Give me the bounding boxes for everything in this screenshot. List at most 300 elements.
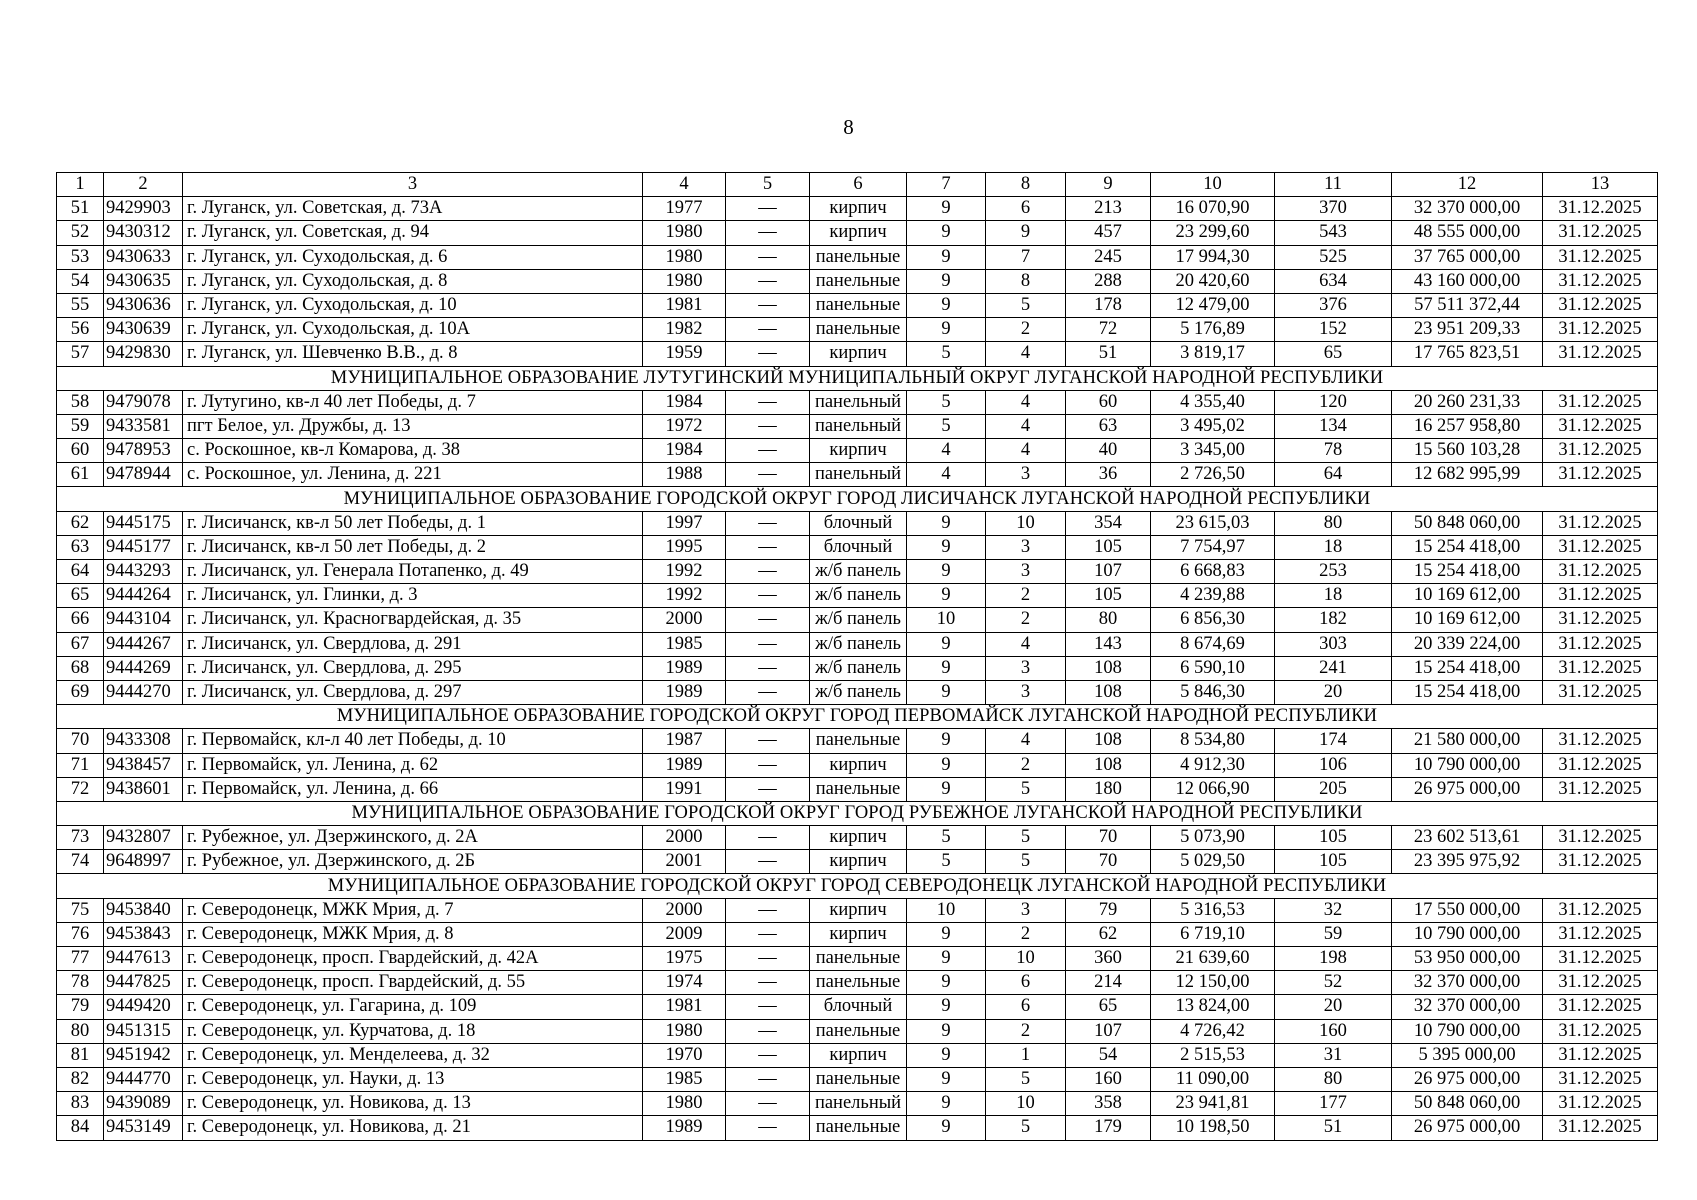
cost-cell: 17 765 823,51 (1392, 342, 1543, 366)
entrances-cell: 2 (986, 318, 1066, 342)
apartments-cell: 354 (1066, 511, 1151, 535)
year-built-cell: 1980 (643, 245, 726, 269)
residents-cell: 51 (1275, 1116, 1392, 1140)
deadline-cell: 31.12.2025 (1543, 293, 1658, 317)
object-code-cell: 9449420 (104, 995, 183, 1019)
entrances-cell: 10 (986, 511, 1066, 535)
year-built-cell: 2000 (643, 608, 726, 632)
residents-cell: 182 (1275, 608, 1392, 632)
cost-cell: 12 682 995,99 (1392, 463, 1543, 487)
address-cell: г. Северодонецк, МЖК Мрия, д. 8 (183, 922, 643, 946)
dash-cell-cell: — (726, 318, 810, 342)
wall-material-cell: ж/б панель (810, 632, 907, 656)
table-row (57, 1019, 1658, 1043)
area-cell: 17 994,30 (1151, 245, 1275, 269)
table-row (57, 342, 1658, 366)
table-row (57, 753, 1658, 777)
entrances-cell: 6 (986, 995, 1066, 1019)
object-code-cell: 9447613 (104, 947, 183, 971)
apartments-cell: 65 (1066, 995, 1151, 1019)
address-cell: г. Лисичанск, ул. Генерала Потапенко, д. 49 (183, 560, 643, 584)
table-row (57, 826, 1658, 850)
cost-cell: 16 257 958,80 (1392, 414, 1543, 438)
wall-material-cell: ж/б панель (810, 560, 907, 584)
table-row (57, 608, 1658, 632)
row-number-cell: 70 (57, 729, 104, 753)
cost-cell: 15 254 418,00 (1392, 535, 1543, 559)
area-cell: 5 176,89 (1151, 318, 1275, 342)
address-cell: г. Луганск, ул. Суходольская, д. 10 (183, 293, 643, 317)
row-number-cell: 79 (57, 995, 104, 1019)
residents-cell: 634 (1275, 269, 1392, 293)
address-cell: г. Лутугино, кв-л 40 лет Победы, д. 7 (183, 390, 643, 414)
row-number-cell: 78 (57, 971, 104, 995)
object-code-cell: 9444264 (104, 584, 183, 608)
entrances-cell: 1 (986, 1043, 1066, 1067)
residents-cell: 370 (1275, 197, 1392, 221)
area-cell: 3 495,02 (1151, 414, 1275, 438)
wall-material-cell: блочный (810, 535, 907, 559)
cost-cell: 20 260 231,33 (1392, 390, 1543, 414)
dash-cell-cell: — (726, 269, 810, 293)
deadline-cell: 31.12.2025 (1543, 922, 1658, 946)
wall-material-cell: панельный (810, 414, 907, 438)
object-code-cell: 9451942 (104, 1043, 183, 1067)
dash-cell-cell: — (726, 1019, 810, 1043)
object-code-cell: 9433581 (104, 414, 183, 438)
residents-cell: 32 (1275, 898, 1392, 922)
deadline-cell: 31.12.2025 (1543, 826, 1658, 850)
page-number: 8 (843, 115, 854, 139)
address-cell: г. Северодонецк, просп. Гвардейский, д. 42А (183, 947, 643, 971)
dash-cell-cell: — (726, 680, 810, 704)
area-cell: 8 674,69 (1151, 632, 1275, 656)
dash-cell-cell: — (726, 463, 810, 487)
section-heading-row (57, 874, 1658, 898)
dash-cell-cell: — (726, 1067, 810, 1091)
year-built-cell: 1982 (643, 318, 726, 342)
year-built-cell: 1980 (643, 1092, 726, 1116)
deadline-cell: 31.12.2025 (1543, 608, 1658, 632)
apartments-cell: 178 (1066, 293, 1151, 317)
column-header-8: 8 (986, 173, 1066, 197)
entrances-cell: 3 (986, 680, 1066, 704)
floors-cell: 9 (907, 729, 986, 753)
address-cell: г. Северодонецк, просп. Гвардейский, д. 55 (183, 971, 643, 995)
dash-cell-cell: — (726, 342, 810, 366)
column-header-3: 3 (183, 173, 643, 197)
residents-cell: 205 (1275, 777, 1392, 801)
area-cell: 3 819,17 (1151, 342, 1275, 366)
area-cell: 10 198,50 (1151, 1116, 1275, 1140)
entrances-cell: 8 (986, 269, 1066, 293)
cost-cell: 20 339 224,00 (1392, 632, 1543, 656)
area-cell: 5 846,30 (1151, 680, 1275, 704)
apartments-cell: 108 (1066, 729, 1151, 753)
row-number-cell: 80 (57, 1019, 104, 1043)
residents-cell: 174 (1275, 729, 1392, 753)
year-built-cell: 1972 (643, 414, 726, 438)
dash-cell-cell: — (726, 608, 810, 632)
area-cell: 6 856,30 (1151, 608, 1275, 632)
deadline-cell: 31.12.2025 (1543, 390, 1658, 414)
cost-cell: 10 169 612,00 (1392, 584, 1543, 608)
address-cell: с. Роскошное, кв-л Комарова, д. 38 (183, 439, 643, 463)
wall-material-cell: ж/б панель (810, 680, 907, 704)
entrances-cell: 3 (986, 463, 1066, 487)
dash-cell-cell: — (726, 535, 810, 559)
table-row (57, 293, 1658, 317)
deadline-cell: 31.12.2025 (1543, 269, 1658, 293)
residents-cell: 134 (1275, 414, 1392, 438)
cost-cell: 48 555 000,00 (1392, 221, 1543, 245)
area-cell: 23 941,81 (1151, 1092, 1275, 1116)
dash-cell-cell: — (726, 414, 810, 438)
row-number-cell: 77 (57, 947, 104, 971)
dash-cell-cell: — (726, 439, 810, 463)
floors-cell: 9 (907, 1043, 986, 1067)
year-built-cell: 1987 (643, 729, 726, 753)
entrances-cell: 4 (986, 729, 1066, 753)
entrances-cell: 9 (986, 221, 1066, 245)
year-built-cell: 1980 (643, 269, 726, 293)
wall-material-cell: панельные (810, 269, 907, 293)
deadline-cell: 31.12.2025 (1543, 342, 1658, 366)
entrances-cell: 5 (986, 1116, 1066, 1140)
row-number-cell: 72 (57, 777, 104, 801)
object-code-cell: 9445175 (104, 511, 183, 535)
cost-cell: 15 560 103,28 (1392, 439, 1543, 463)
section-title: МУНИЦИПАЛЬНОЕ ОБРАЗОВАНИЕ ГОРОДСКОЙ ОКРУГ ГОРОД ПЕРВОМАЙСК ЛУГАНСКОЙ НАРОДНОЙ РЕСПУБЛИКИ (57, 705, 1658, 729)
year-built-cell: 1992 (643, 560, 726, 584)
apartments-cell: 245 (1066, 245, 1151, 269)
object-code-cell: 9439089 (104, 1092, 183, 1116)
wall-material-cell: блочный (810, 995, 907, 1019)
year-built-cell: 1988 (643, 463, 726, 487)
dash-cell-cell: — (726, 826, 810, 850)
cost-cell: 32 370 000,00 (1392, 995, 1543, 1019)
dash-cell-cell: — (726, 560, 810, 584)
area-cell: 2 726,50 (1151, 463, 1275, 487)
apartments-cell: 108 (1066, 753, 1151, 777)
object-code-cell: 9447825 (104, 971, 183, 995)
table-row (57, 632, 1658, 656)
entrances-cell: 4 (986, 342, 1066, 366)
table-row (57, 971, 1658, 995)
deadline-cell: 31.12.2025 (1543, 656, 1658, 680)
cost-cell: 23 395 975,92 (1392, 850, 1543, 874)
cost-cell: 10 790 000,00 (1392, 753, 1543, 777)
wall-material-cell: кирпич (810, 850, 907, 874)
floors-cell: 10 (907, 898, 986, 922)
address-cell: г. Рубежное, ул. Дзержинского, д. 2А (183, 826, 643, 850)
floors-cell: 5 (907, 850, 986, 874)
row-number-cell: 63 (57, 535, 104, 559)
cost-cell: 32 370 000,00 (1392, 197, 1543, 221)
wall-material-cell: панельные (810, 245, 907, 269)
cost-cell: 50 848 060,00 (1392, 511, 1543, 535)
floors-cell: 9 (907, 269, 986, 293)
apartments-cell: 457 (1066, 221, 1151, 245)
apartments-cell: 51 (1066, 342, 1151, 366)
year-built-cell: 1975 (643, 947, 726, 971)
row-number-cell: 62 (57, 511, 104, 535)
apartments-cell: 63 (1066, 414, 1151, 438)
residents-cell: 31 (1275, 1043, 1392, 1067)
area-cell: 20 420,60 (1151, 269, 1275, 293)
table-row (57, 656, 1658, 680)
wall-material-cell: ж/б панель (810, 584, 907, 608)
area-cell: 6 719,10 (1151, 922, 1275, 946)
deadline-cell: 31.12.2025 (1543, 535, 1658, 559)
deadline-cell: 31.12.2025 (1543, 221, 1658, 245)
address-cell: г. Первомайск, ул. Ленина, д. 66 (183, 777, 643, 801)
address-cell: г. Первомайск, ул. Ленина, д. 62 (183, 753, 643, 777)
area-cell: 12 150,00 (1151, 971, 1275, 995)
apartments-cell: 70 (1066, 826, 1151, 850)
floors-cell: 9 (907, 221, 986, 245)
floors-cell: 9 (907, 922, 986, 946)
entrances-cell: 2 (986, 753, 1066, 777)
apartments-cell: 108 (1066, 680, 1151, 704)
object-code-cell: 9443104 (104, 608, 183, 632)
apartments-cell: 143 (1066, 632, 1151, 656)
row-number-cell: 64 (57, 560, 104, 584)
year-built-cell: 1981 (643, 293, 726, 317)
entrances-cell: 5 (986, 826, 1066, 850)
residents-cell: 152 (1275, 318, 1392, 342)
address-cell: пгт Белое, ул. Дружбы, д. 13 (183, 414, 643, 438)
year-built-cell: 1984 (643, 390, 726, 414)
column-header-6: 6 (810, 173, 907, 197)
year-built-cell: 1989 (643, 656, 726, 680)
row-number-cell: 60 (57, 439, 104, 463)
floors-cell: 9 (907, 947, 986, 971)
cost-cell: 10 169 612,00 (1392, 608, 1543, 632)
deadline-cell: 31.12.2025 (1543, 560, 1658, 584)
cost-cell: 23 602 513,61 (1392, 826, 1543, 850)
dash-cell-cell: — (726, 656, 810, 680)
entrances-cell: 2 (986, 922, 1066, 946)
entrances-cell: 3 (986, 656, 1066, 680)
dash-cell-cell: — (726, 753, 810, 777)
residents-cell: 20 (1275, 995, 1392, 1019)
wall-material-cell: кирпич (810, 221, 907, 245)
wall-material-cell: панельные (810, 777, 907, 801)
entrances-cell: 7 (986, 245, 1066, 269)
table-row (57, 1092, 1658, 1116)
object-code-cell: 9438457 (104, 753, 183, 777)
section-title: МУНИЦИПАЛЬНОЕ ОБРАЗОВАНИЕ ГОРОДСКОЙ ОКРУГ ГОРОД СЕВЕРОДОНЕЦК ЛУГАНСКОЙ НАРОДНОЙ РЕСПУБЛИКИ (57, 874, 1658, 898)
deadline-cell: 31.12.2025 (1543, 898, 1658, 922)
row-number-cell: 51 (57, 197, 104, 221)
row-number-cell: 82 (57, 1067, 104, 1091)
deadline-cell: 31.12.2025 (1543, 1067, 1658, 1091)
object-code-cell: 9432807 (104, 826, 183, 850)
object-code-cell: 9444267 (104, 632, 183, 656)
wall-material-cell: панельные (810, 1067, 907, 1091)
residents-cell: 18 (1275, 535, 1392, 559)
floors-cell: 5 (907, 414, 986, 438)
object-code-cell: 9453843 (104, 922, 183, 946)
dash-cell-cell: — (726, 922, 810, 946)
object-code-cell: 9429830 (104, 342, 183, 366)
apartments-cell: 72 (1066, 318, 1151, 342)
floors-cell: 4 (907, 439, 986, 463)
dash-cell-cell: — (726, 197, 810, 221)
table-row (57, 269, 1658, 293)
area-cell: 13 824,00 (1151, 995, 1275, 1019)
table-row (57, 850, 1658, 874)
object-code-cell: 9453149 (104, 1116, 183, 1140)
object-code-cell: 9444770 (104, 1067, 183, 1091)
cost-cell: 15 254 418,00 (1392, 560, 1543, 584)
column-header-13: 13 (1543, 173, 1658, 197)
object-code-cell: 9438601 (104, 777, 183, 801)
area-cell: 5 029,50 (1151, 850, 1275, 874)
deadline-cell: 31.12.2025 (1543, 1092, 1658, 1116)
table-row (57, 197, 1658, 221)
entrances-cell: 4 (986, 414, 1066, 438)
apartments-cell: 105 (1066, 584, 1151, 608)
column-header-12: 12 (1392, 173, 1543, 197)
cost-cell: 43 160 000,00 (1392, 269, 1543, 293)
dash-cell-cell: — (726, 1116, 810, 1140)
floors-cell: 9 (907, 560, 986, 584)
cost-cell: 15 254 418,00 (1392, 680, 1543, 704)
address-cell: г. Луганск, ул. Советская, д. 94 (183, 221, 643, 245)
address-cell: с. Роскошное, ул. Ленина, д. 221 (183, 463, 643, 487)
dash-cell-cell: — (726, 245, 810, 269)
wall-material-cell: панельные (810, 1116, 907, 1140)
area-cell: 12 479,00 (1151, 293, 1275, 317)
floors-cell: 9 (907, 511, 986, 535)
deadline-cell: 31.12.2025 (1543, 1019, 1658, 1043)
cost-cell: 26 975 000,00 (1392, 1116, 1543, 1140)
area-cell: 11 090,00 (1151, 1067, 1275, 1091)
column-header-4: 4 (643, 173, 726, 197)
dash-cell-cell: — (726, 1043, 810, 1067)
table-row (57, 922, 1658, 946)
dash-cell-cell: — (726, 850, 810, 874)
floors-cell: 5 (907, 342, 986, 366)
row-number-cell: 58 (57, 390, 104, 414)
dash-cell-cell: — (726, 221, 810, 245)
floors-cell: 9 (907, 197, 986, 221)
cost-cell: 32 370 000,00 (1392, 971, 1543, 995)
entrances-cell: 4 (986, 439, 1066, 463)
area-cell: 4 239,88 (1151, 584, 1275, 608)
wall-material-cell: кирпич (810, 439, 907, 463)
table-row (57, 318, 1658, 342)
wall-material-cell: панельные (810, 293, 907, 317)
apartments-cell: 60 (1066, 390, 1151, 414)
floors-cell: 9 (907, 584, 986, 608)
residents-cell: 253 (1275, 560, 1392, 584)
row-number-cell: 71 (57, 753, 104, 777)
section-title: МУНИЦИПАЛЬНОЕ ОБРАЗОВАНИЕ ГОРОДСКОЙ ОКРУГ ГОРОД ЛИСИЧАНСК ЛУГАНСКОЙ НАРОДНОЙ РЕСПУБЛИКИ (57, 487, 1658, 511)
residents-cell: 64 (1275, 463, 1392, 487)
entrances-cell: 4 (986, 390, 1066, 414)
floors-cell: 4 (907, 463, 986, 487)
object-code-cell: 9648997 (104, 850, 183, 874)
year-built-cell: 1985 (643, 1067, 726, 1091)
residents-cell: 52 (1275, 971, 1392, 995)
row-number-cell: 59 (57, 414, 104, 438)
dash-cell-cell: — (726, 584, 810, 608)
row-number-cell: 68 (57, 656, 104, 680)
address-cell: г. Лисичанск, ул. Свердлова, д. 297 (183, 680, 643, 704)
apartments-cell: 214 (1066, 971, 1151, 995)
address-cell: г. Лисичанск, ул. Глинки, д. 3 (183, 584, 643, 608)
wall-material-cell: панельный (810, 390, 907, 414)
deadline-cell: 31.12.2025 (1543, 680, 1658, 704)
year-built-cell: 1991 (643, 777, 726, 801)
row-number-cell: 67 (57, 632, 104, 656)
table-row (57, 560, 1658, 584)
deadline-cell: 31.12.2025 (1543, 439, 1658, 463)
deadline-cell: 31.12.2025 (1543, 850, 1658, 874)
deadline-cell: 31.12.2025 (1543, 729, 1658, 753)
floors-cell: 9 (907, 680, 986, 704)
year-built-cell: 1959 (643, 342, 726, 366)
entrances-cell: 3 (986, 560, 1066, 584)
row-number-cell: 52 (57, 221, 104, 245)
section-heading-row (57, 487, 1658, 511)
dash-cell-cell: — (726, 1092, 810, 1116)
apartments-cell: 79 (1066, 898, 1151, 922)
section-title: МУНИЦИПАЛЬНОЕ ОБРАЗОВАНИЕ ГОРОДСКОЙ ОКРУГ ГОРОД РУБЕЖНОЕ ЛУГАНСКОЙ НАРОДНОЙ РЕСПУБЛИКИ (57, 801, 1658, 825)
dash-cell-cell: — (726, 390, 810, 414)
deadline-cell: 31.12.2025 (1543, 753, 1658, 777)
wall-material-cell: панельные (810, 1019, 907, 1043)
object-code-cell: 9433308 (104, 729, 183, 753)
row-number-cell: 61 (57, 463, 104, 487)
apartments-cell: 160 (1066, 1067, 1151, 1091)
address-cell: г. Луганск, ул. Суходольская, д. 6 (183, 245, 643, 269)
column-header-1: 1 (57, 173, 104, 197)
deadline-cell: 31.12.2025 (1543, 414, 1658, 438)
wall-material-cell: панельный (810, 1092, 907, 1116)
table-row (57, 680, 1658, 704)
floors-cell: 9 (907, 1067, 986, 1091)
cost-cell: 21 580 000,00 (1392, 729, 1543, 753)
row-number-cell: 57 (57, 342, 104, 366)
cost-cell: 5 395 000,00 (1392, 1043, 1543, 1067)
dash-cell-cell: — (726, 511, 810, 535)
floors-cell: 9 (907, 632, 986, 656)
table-row (57, 463, 1658, 487)
address-cell: г. Северодонецк, ул. Науки, д. 13 (183, 1067, 643, 1091)
wall-material-cell: кирпич (810, 898, 907, 922)
apartments-cell: 107 (1066, 1019, 1151, 1043)
entrances-cell: 10 (986, 947, 1066, 971)
row-number-cell: 75 (57, 898, 104, 922)
apartments-cell: 179 (1066, 1116, 1151, 1140)
cost-cell: 26 975 000,00 (1392, 1067, 1543, 1091)
dash-cell-cell: — (726, 632, 810, 656)
year-built-cell: 1980 (643, 1019, 726, 1043)
area-cell: 6 590,10 (1151, 656, 1275, 680)
row-number-cell: 54 (57, 269, 104, 293)
section-title: МУНИЦИПАЛЬНОЕ ОБРАЗОВАНИЕ ЛУТУГИНСКИЙ МУНИЦИПАЛЬНЫЙ ОКРУГ ЛУГАНСКОЙ НАРОДНОЙ РЕСПУБЛИКИ (57, 366, 1658, 390)
residents-cell: 80 (1275, 1067, 1392, 1091)
area-cell: 12 066,90 (1151, 777, 1275, 801)
floors-cell: 9 (907, 753, 986, 777)
object-code-cell: 9453840 (104, 898, 183, 922)
area-cell: 8 534,80 (1151, 729, 1275, 753)
apartments-cell: 36 (1066, 463, 1151, 487)
